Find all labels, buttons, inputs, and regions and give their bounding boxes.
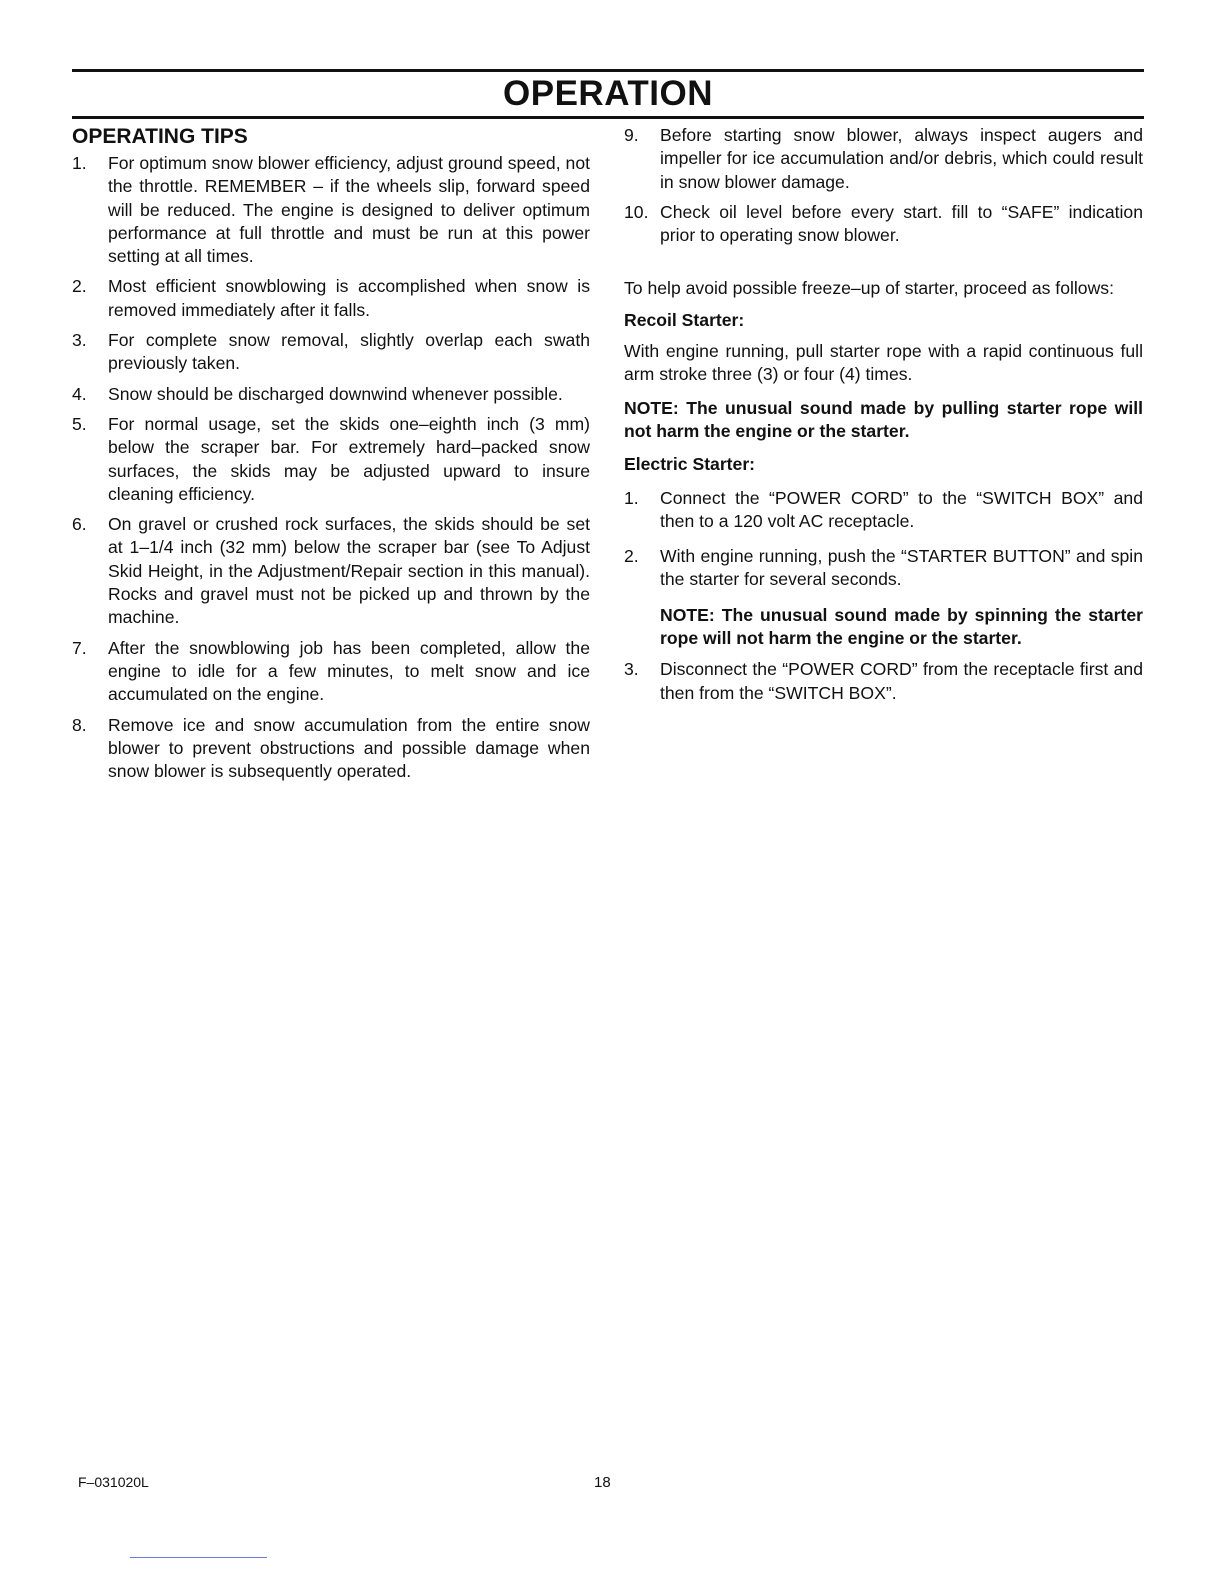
list-item: 1. Connect the “POWER CORD” to the “SWITCH BOX” and then to a 120 volt AC receptacle. <box>624 487 1143 531</box>
freeze-up-intro: To help avoid possible freeze–up of starter, proceed as follows: <box>624 278 1114 299</box>
recoil-note: NOTE: The unusual sound made by pulling starter rope will not harm the engine or the starter. <box>624 397 1143 441</box>
page-title: OPERATION <box>503 74 713 113</box>
operating-tips-list-continued <box>624 124 1143 247</box>
operating-tips-list <box>72 152 590 783</box>
right-column <box>624 124 1143 712</box>
list-item: 6. On gravel or crushed rock surfaces, the skids should be set at 1–1/4 inch (32 mm) below the scraper bar (see To Adjust Skid Height, in the Adjustment/Repair section in this manual). Rocks and gravel must not be picked up and thrown by the machine. <box>72 514 590 628</box>
list-item: 3. Disconnect the “POWER CORD” from the receptacle first and then from the “SWITCH BOX”. <box>624 659 1143 703</box>
document-code: F–031020L <box>78 1474 149 1490</box>
list-item: 7. After the snowblowing job has been completed, allow the engine to idle for a few minutes, to melt snow and ice accumulated on the engine. <box>72 637 590 705</box>
list-item: 3. For complete snow removal, slightly overlap each swath previously taken. <box>72 330 590 374</box>
recoil-starter-text: With engine running, pull starter rope with a rapid continuous full arm stroke three (3) or four (4) times. <box>624 341 1143 385</box>
list-item: 5. For normal usage, set the skids one–eighth inch (3 mm) below the scraper bar. For extremely hard–packed snow surfaces, the skids may be adjusted upward to insure cleaning efficiency. <box>72 413 590 504</box>
left-column <box>72 124 590 790</box>
page-number: 18 <box>594 1474 611 1491</box>
header-rule-top <box>72 69 1144 72</box>
header-rule-bottom <box>72 116 1144 119</box>
list-item: 9. Before starting snow blower, always inspect augers and impeller for ice accumulation and/or debris, which could result in snow blower damage. <box>624 125 1143 192</box>
list-item: 8. Remove ice and snow accumulation from the entire snow blower to prevent obstructions and possible damage when snow blower is subsequently operated. <box>72 714 590 782</box>
list-item: 1. For optimum snow blower efficiency, adjust ground speed, not the throttle. REMEMBER – if the wheels slip, forward speed will be reduced. The engine is designed to deliver optimum performance at full throttle and must be run at this power setting at all times. <box>72 153 590 267</box>
bottom-rule <box>130 1557 267 1558</box>
list-item: 4. Snow should be discharged downwind whenever possible. <box>72 383 563 404</box>
list-item: 2. With engine running, push the “STARTER BUTTON” and spin the starter for several seconds. <box>624 546 1143 590</box>
electric-starter-list <box>624 487 1143 592</box>
electric-starter-heading: Electric Starter: <box>624 454 756 475</box>
electric-starter-list-continued <box>624 658 1143 705</box>
recoil-starter-heading: Recoil Starter: <box>624 309 745 330</box>
list-item: 2. Most efficient snowblowing is accomplished when snow is removed immediately after it falls. <box>72 276 590 320</box>
list-item: 10. Check oil level before every start. fill to “SAFE” indication prior to operating snow blower. <box>624 201 1143 246</box>
electric-note: NOTE: The unusual sound made by spinning the starter rope will not harm the engine or the starter. <box>660 604 1143 649</box>
operating-tips-heading: OPERATING TIPS <box>72 125 248 148</box>
